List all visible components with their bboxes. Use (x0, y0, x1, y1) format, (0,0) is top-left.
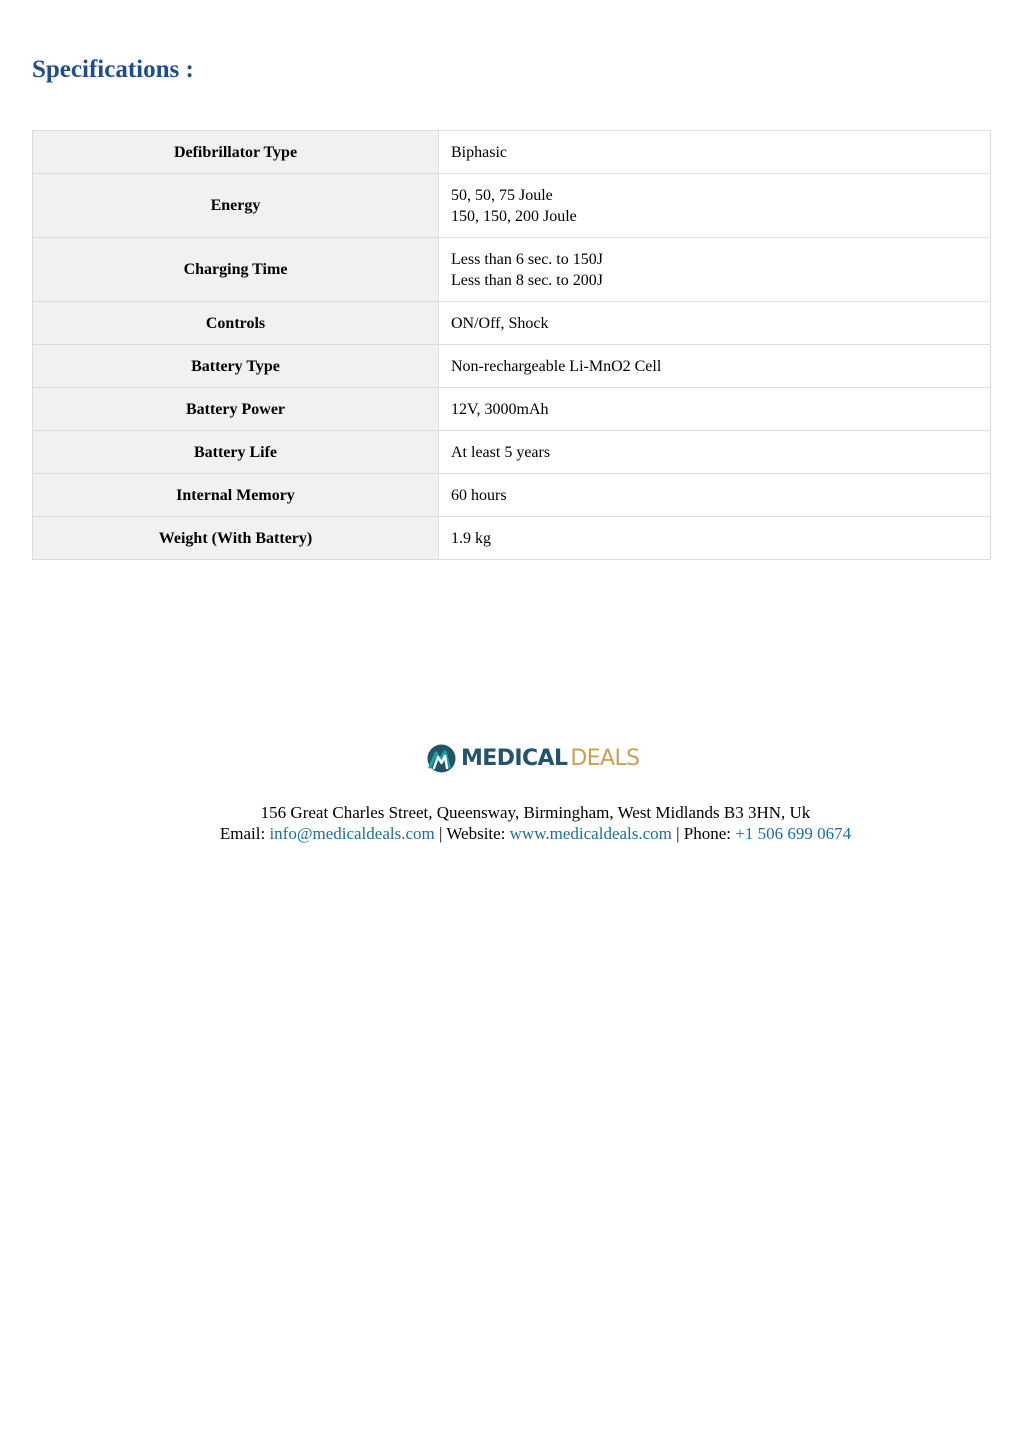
spec-value-line: Non-rechargeable Li-MnO2 Cell (451, 357, 662, 375)
spec-label: Battery Type (33, 345, 439, 388)
spec-value (439, 131, 991, 174)
table-row (33, 345, 991, 388)
page-title: Specifications : (32, 56, 194, 83)
separator: | (671, 824, 684, 843)
spec-value (439, 474, 991, 517)
medical-deals-logo-icon (427, 744, 456, 773)
spec-value-line: Less than 8 sec. to 200J (451, 271, 603, 289)
spec-value-line: At least 5 years (451, 443, 551, 461)
table-row (33, 302, 991, 345)
table-row (33, 131, 991, 174)
footer-address: 156 Great Charles Street, Queensway, Birmingham, West Midlands B3 3HN, Uk (260, 803, 811, 822)
spec-label: Charging Time (33, 238, 439, 302)
table-row (33, 431, 991, 474)
phone-link[interactable]: +1 506 699 0674 (735, 824, 852, 843)
footer (0, 802, 1024, 844)
spec-label: Defibrillator Type (33, 131, 439, 174)
spec-label: Battery Life (33, 431, 439, 474)
logo-word-deals: DEALS (570, 745, 640, 771)
spec-label: Controls (33, 302, 439, 345)
spec-value-line: 150, 150, 200 Joule (451, 207, 577, 225)
spec-label: Battery Power (33, 388, 439, 431)
table-row (33, 474, 991, 517)
separator: | (434, 824, 447, 843)
spec-label: Internal Memory (33, 474, 439, 517)
table-row (33, 174, 991, 238)
spec-value-line: Less than 6 sec. to 150J (451, 250, 603, 268)
email-label: Email: (219, 824, 270, 843)
table-row (33, 238, 991, 302)
spec-label: Energy (33, 174, 439, 238)
phone-label: Phone: (683, 824, 736, 843)
spec-value (439, 431, 991, 474)
spec-value-line: 12V, 3000mAh (451, 400, 549, 418)
spec-value-line: 60 hours (451, 486, 507, 504)
spec-value (439, 238, 991, 302)
logo-word-medical: MEDICAL (461, 745, 568, 771)
footer-contact-line (0, 823, 1024, 844)
specifications-table (32, 130, 991, 560)
spec-value (439, 388, 991, 431)
spec-value (439, 517, 991, 560)
spec-value (439, 345, 991, 388)
spec-value-line: Biphasic (451, 143, 507, 161)
spec-value-line: 1.9 kg (451, 529, 491, 547)
spec-label: Weight (With Battery) (33, 517, 439, 560)
spec-value-line: 50, 50, 75 Joule (451, 186, 553, 204)
spec-value (439, 302, 991, 345)
spec-value-line: ON/Off, Shock (451, 314, 549, 332)
website-link[interactable]: www.medicaldeals.com (509, 824, 672, 843)
website-label: Website: (446, 824, 510, 843)
email-link[interactable]: info@medicaldeals.com (269, 824, 435, 843)
medical-deals-logo (427, 742, 639, 774)
spec-value (439, 174, 991, 238)
table-row (33, 517, 991, 560)
table-row (33, 388, 991, 431)
